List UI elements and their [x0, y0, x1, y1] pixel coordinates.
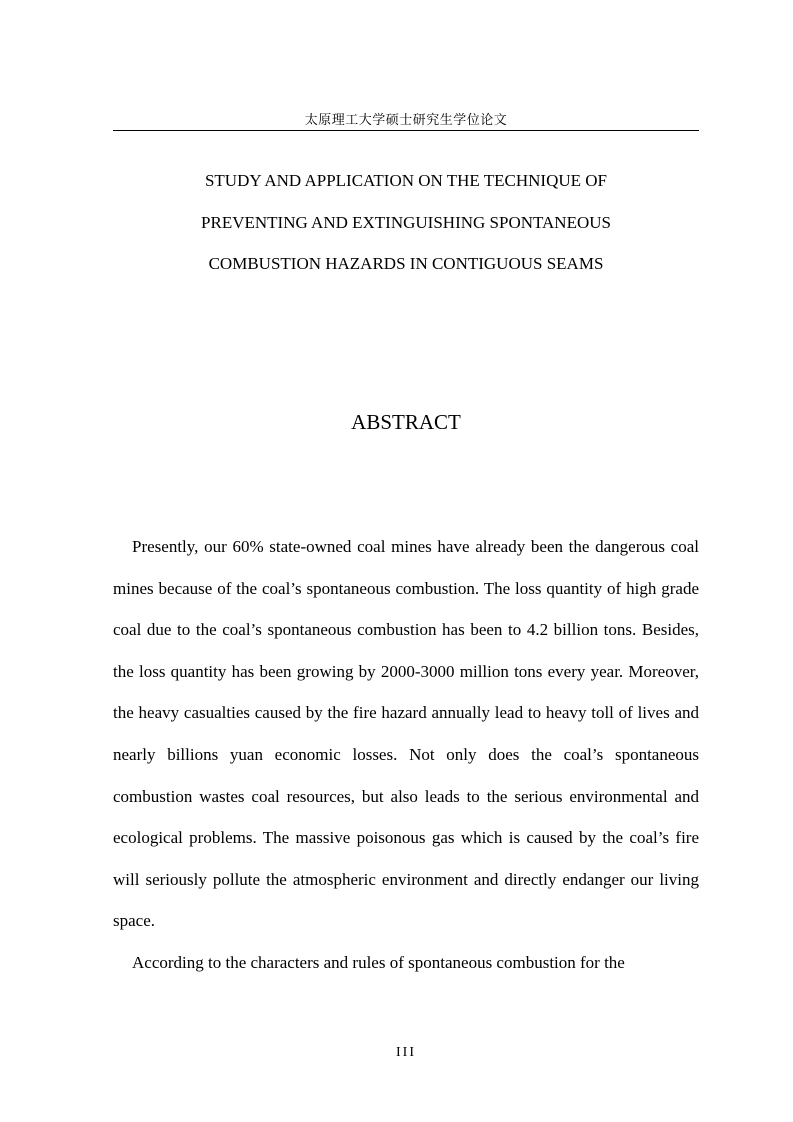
title-line: COMBUSTION HAZARDS IN CONTIGUOUS SEAMS: [208, 254, 604, 273]
abstract-heading: ABSTRACT: [351, 410, 461, 434]
thesis-title: [113, 160, 699, 285]
abstract-body: [113, 526, 699, 984]
header-rule: [113, 130, 699, 131]
abstract-paragraph: According to the characters and rules of spontaneous combustion for the: [132, 952, 625, 972]
abstract-paragraph: Presently, our 60% state-owned coal mines have already been the dangerous coal mines because of the coal’s spontaneous combustion. The loss quantity of high grade coal due to the coal’s spontaneous combustion has been to 4.2 billion tons. Besides, the loss quantity has been growing by 2000-3000 million tons every year. Moreover, the heavy casualties caused by the fire hazard annually lead to heavy toll of lives and nearly billions yuan economic losses. Not only does the coal’s spontaneous combustion wastes coal resources, but also leads to the serious environmental and ecological problems. The massive poisonous gas which is caused by the coal’s fire will seriously pollute the atmospheric environment and directly endanger our living space.: [113, 537, 699, 931]
running-header: 太原理工大学硕士研究生学位论文: [304, 113, 508, 128]
title-line: PREVENTING AND EXTINGUISHING SPONTANEOUS: [201, 212, 611, 232]
page-number: III: [396, 1045, 416, 1060]
title-line: STUDY AND APPLICATION ON THE TECHNIQUE OF: [204, 171, 608, 190]
